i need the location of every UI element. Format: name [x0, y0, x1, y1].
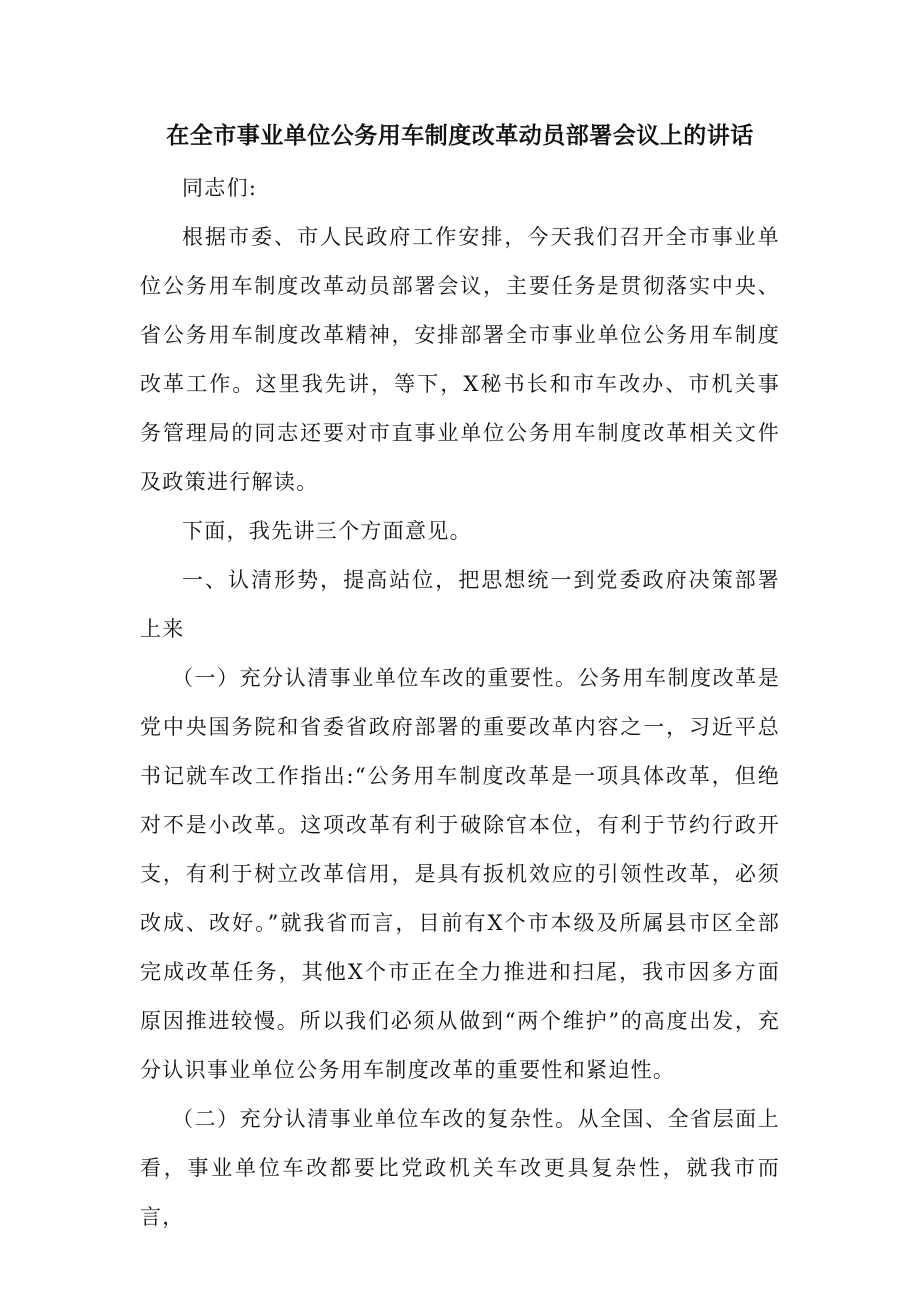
subsection-paragraph-1: （一）充分认清事业单位车改的重要性。公务用车制度改革是党中央国务院和省委省政府部署的重要改革内容之一，习近平总书记就车改工作指出:“公务用车制度改革是一项具体改革，但绝对不是小改革。这项改革有利于破除官本位，有利于节约行政开支，有利于树立改革信用，是具有扳机效应的引领性改革，必须改成、改好。”就我省而言，目前有X个市本级及所属县市区全部完成改革任务，其他X个市正在全力推进和扫尾，我市因多方面原因推进较慢。所以我们必须从做到“两个维护”的高度出发，充分认识事业单位公务用车制度改革的重要性和紧迫性。 — [140, 666, 780, 1082]
subsection-paragraph-2: （二）充分认清事业单位车改的复杂性。从全国、全省层面上看，事业单位车改都要比党政机关车改更具复杂性，就我市而言， — [140, 1107, 780, 1229]
section-heading-1: 一、认清形势，提高站位，把思想统一到党委政府决策部署上来 — [140, 568, 780, 641]
document-body — [140, 164, 780, 1242]
greeting-paragraph: 同志们: — [182, 176, 258, 200]
outline-paragraph: 下面，我先讲三个方面意见。 — [182, 519, 472, 543]
document-title: 在全市事业单位公务用车制度改革动员部署会议上的讲话 — [166, 122, 754, 149]
intro-paragraph: 根据市委、市人民政府工作安排，今天我们召开全市事业单位公务用车制度改革动员部署会议，主要任务是贯彻落实中央、省公务用车制度改革精神，安排部署全市事业单位公务用车制度改革工作。这里我先讲，等下，X秘书长和市车改办、市机关事务管理局的同志还要对市直事业单位公务用车制度改革相关文件及政策进行解读。 — [140, 225, 780, 494]
